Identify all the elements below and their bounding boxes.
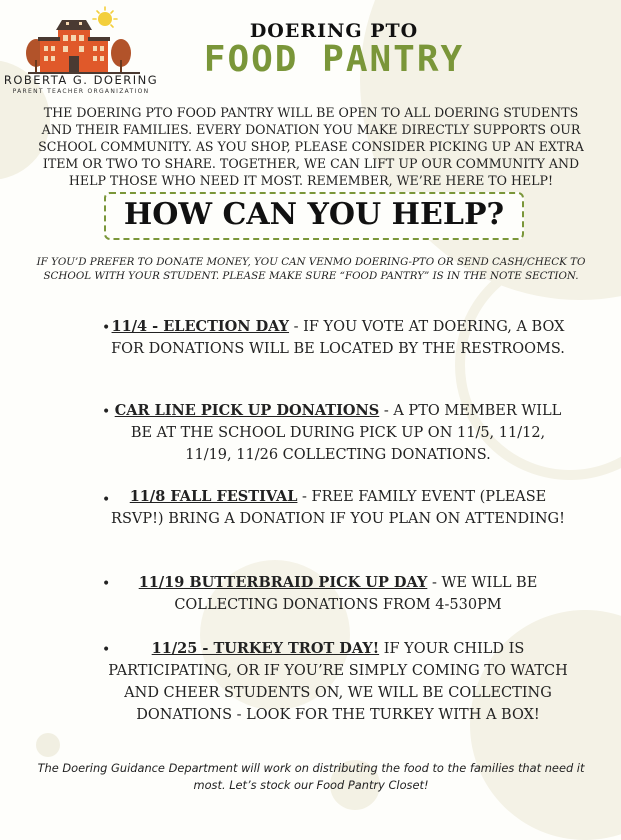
event-title: 11/4 - ELECTION DAY	[111, 318, 290, 335]
event-title: 11/25 - TURKEY TROT DAY!	[151, 640, 380, 657]
decor-circle	[36, 733, 60, 757]
event-title: CAR LINE PICK UP DONATIONS	[114, 402, 380, 419]
bullet-icon: •	[102, 642, 111, 658]
intro-paragraph: THE DOERING PTO FOOD PANTRY WILL BE OPEN TO ALL DOERING STUDENTS AND THEIR FAMILIES. EVERY DONATION YOU MAKE DIRECTLY SUPPORTS OUR SCHOOL COMMUNITY. AS YOU SHOP, PLEASE CONSIDER PICKING UP AN EXTRA ITEM OR TWO TO SHARE. TOGETHER, WE CAN LIFT UP OUR COMMUNITY AND HELP THOSE WHO NEED IT MOST. REMEMBER, WE’RE HERE TO HELP!	[38, 105, 584, 188]
bullet-icon: •	[102, 320, 111, 336]
event-item	[108, 638, 568, 726]
event-text: - IF YOU VOTE AT DOERING, A BOX FOR DONATIONS WILL BE LOCATED BY THE RESTROOMS.	[111, 319, 565, 357]
org-subtitle: PARENT TEACHER ORGANIZATION	[12, 88, 150, 95]
event-text: - WE WILL BE COLLECTING DONATIONS FROM 4-530PM	[174, 575, 538, 613]
bullet-icon: •	[102, 404, 111, 420]
sun-icon	[93, 7, 117, 27]
event-title: 11/8 FALL FESTIVAL	[129, 488, 298, 505]
event-item	[108, 572, 568, 616]
bullet-icon: •	[102, 492, 111, 508]
help-heading: HOW CAN YOU HELP?	[104, 192, 524, 240]
event-item	[108, 400, 568, 466]
page-title: FOOD PANTRY	[203, 39, 465, 80]
event-item	[108, 486, 568, 530]
donation-note: IF YOU’D PREFER TO DONATE MONEY, YOU CAN VENMO DOERING-PTO OR SEND CASH/CHECK TO SCHOOL WITH YOUR STUDENT. PLEASE MAKE SURE “FOOD PANTRY” IS IN THE NOTE SECTION.	[36, 256, 586, 282]
bullet-icon: •	[102, 576, 111, 592]
event-item	[108, 316, 568, 360]
footer-note: The Doering Guidance Department will work on distributing the food to the families that need it most. Let’s stock our Food Pantry Closet!	[37, 761, 585, 792]
event-text: - FREE FAMILY EVENT (PLEASE RSVP!) BRING A DONATION IF YOU PLAN ON ATTENDING!	[111, 489, 565, 527]
event-text: - A PTO MEMBER WILL BE AT THE SCHOOL DURING PICK UP ON 11/5, 11/12, 11/19, 11/26 COLLECTING DONATIONS.	[130, 403, 562, 463]
page-subtitle: DOERING PTO	[249, 20, 419, 42]
event-text: IF YOUR CHILD IS PARTICIPATING, OR IF YOU’RE SIMPLY COMING TO WATCH AND CHEER STUDENTS ON, WE WILL BE COLLECTING DONATIONS - LOOK FOR THE TURKEY WITH A BOX!	[108, 641, 568, 723]
event-title: 11/19 BUTTERBRAID PICK UP DAY	[138, 574, 428, 591]
org-name: ROBERTA G. DOERING	[3, 73, 159, 87]
